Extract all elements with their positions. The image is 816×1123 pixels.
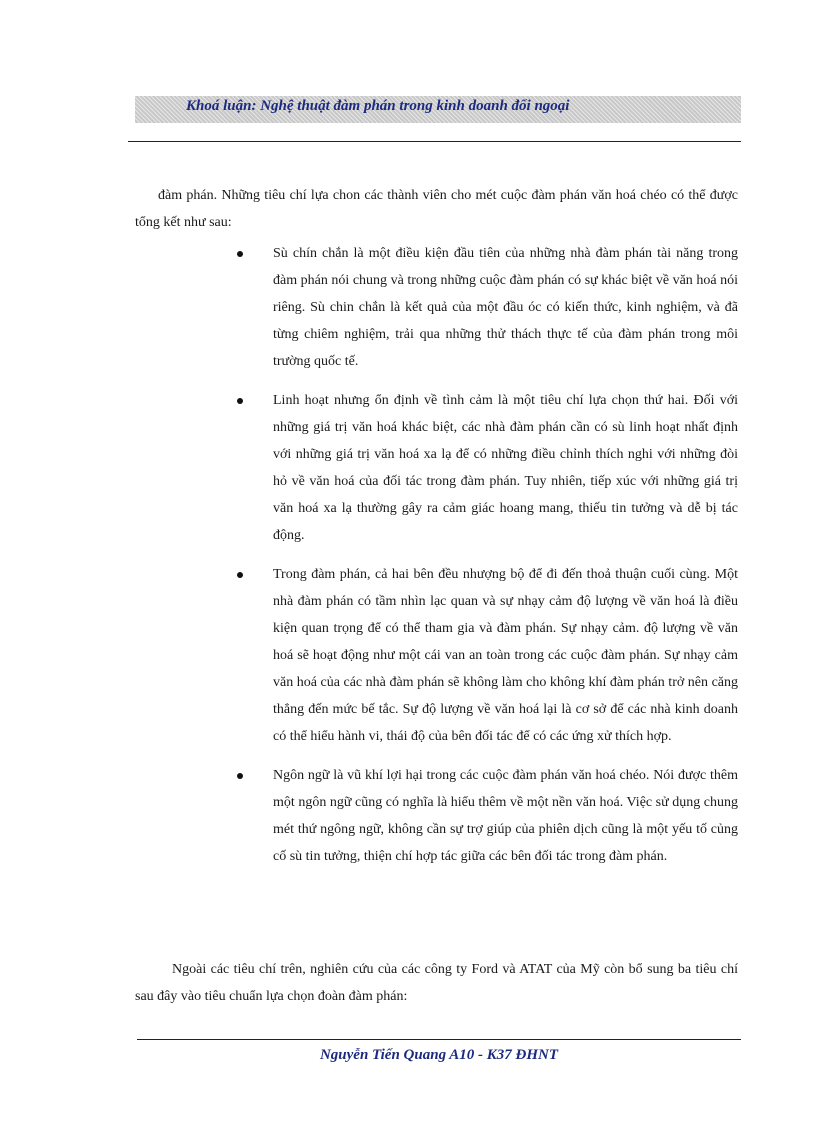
intro-paragraph: đàm phán. Những tiêu chí lựa chon các thành viên cho mét cuộc đàm phán văn hoá chéo có thể được tổng kết như sau: <box>135 188 738 230</box>
list-item <box>227 387 738 549</box>
bullet-icon <box>237 773 243 779</box>
bullet-icon <box>237 398 243 404</box>
criteria-list <box>227 240 738 882</box>
list-item <box>227 561 738 750</box>
header-band <box>135 96 741 123</box>
list-item-text: Trong đàm phán, cả hai bên đều nhượng bộ để đi đến thoả thuận cuối cùng. Một nhà đàm phán có tầm nhìn lạc quan và sự nhạy cảm độ lượng về văn hoá là điều kiện quan trọng để có thể tham gia và đàm phán. Sự nhạy cảm. độ lượng về văn hoá sẽ hoạt động như một cái van an toàn trong các cuộc đàm phán. Sự nhạy cảm văn hoá của các nhà đàm phán sẽ không làm cho không khí đàm phán trở nên căng thẳng đến mức bế tắc. Sự độ lượng về văn hoá lại là cơ sở để các nhà kinh doanh có thể hiểu hành vi, thái độ của bên đối tác để có các ứng xử thích hợp. <box>273 567 738 744</box>
list-item-text: Linh hoạt nhưng ổn định về tình cảm là một tiêu chí lựa chọn thứ hai. Đối với những giá trị văn hoá khác biệt, các nhà đàm phán cần có sù linh hoạt nhất định với những giá trị văn hoá xa lạ để có những điều chỉnh thích nghi với những đòi hỏ về văn hoá của đối tác trong đàm phán. Tuy nhiên, tiếp xúc với những giá trị văn hoá xa lạ thường gây ra cảm giác hoang mang, thiếu tin tưởng và dễ bị tác động. <box>273 393 738 543</box>
header-rule <box>128 141 741 142</box>
list-item <box>227 240 738 375</box>
footer-author: Nguyễn Tiến Quang A10 - K37 ĐHNT <box>319 1047 559 1063</box>
footer-rule <box>137 1039 741 1040</box>
list-item-text: Sù chín chắn là một điều kiện đầu tiên của những nhà đàm phán tài năng trong đàm phán nói chung và trong những cuộc đàm phán có sự khác biệt về văn hoá nói riêng. Sù chin chắn là kết quả của một đầu óc có kiến thức, kinh nghiệm, và đã từng chiêm nghiệm, trải qua những thử thách thực tế của đàm phán trong môi trường quốc tế. <box>273 246 738 369</box>
header-title: Khoá luận: Nghệ thuật đàm phán trong kinh doanh đối ngoại <box>186 98 570 114</box>
list-item-text: Ngôn ngữ là vũ khí lợi hại trong các cuộc đàm phán văn hoá chéo. Nói được thêm một ngôn ngữ cũng có nghĩa là hiểu thêm về một nền văn hoá. Việc sử dụng chung mét thứ ngông ngữ, không cần sự trợ giúp của phiên dịch cũng là một yếu tố củng cố sù tin tưởng, thiện chí hợp tác giữa các bên đối tác trong đàm phán. <box>273 768 738 864</box>
list-item <box>227 762 738 870</box>
bullet-icon <box>237 251 243 257</box>
bullet-icon <box>237 572 243 578</box>
closing-paragraph: Ngoài các tiêu chí trên, nghiên cứu của các công ty Ford và ATAT của Mỹ còn bổ sung ba tiêu chí sau đây vào tiêu chuẩn lựa chọn đoàn đàm phán: <box>135 962 738 1004</box>
